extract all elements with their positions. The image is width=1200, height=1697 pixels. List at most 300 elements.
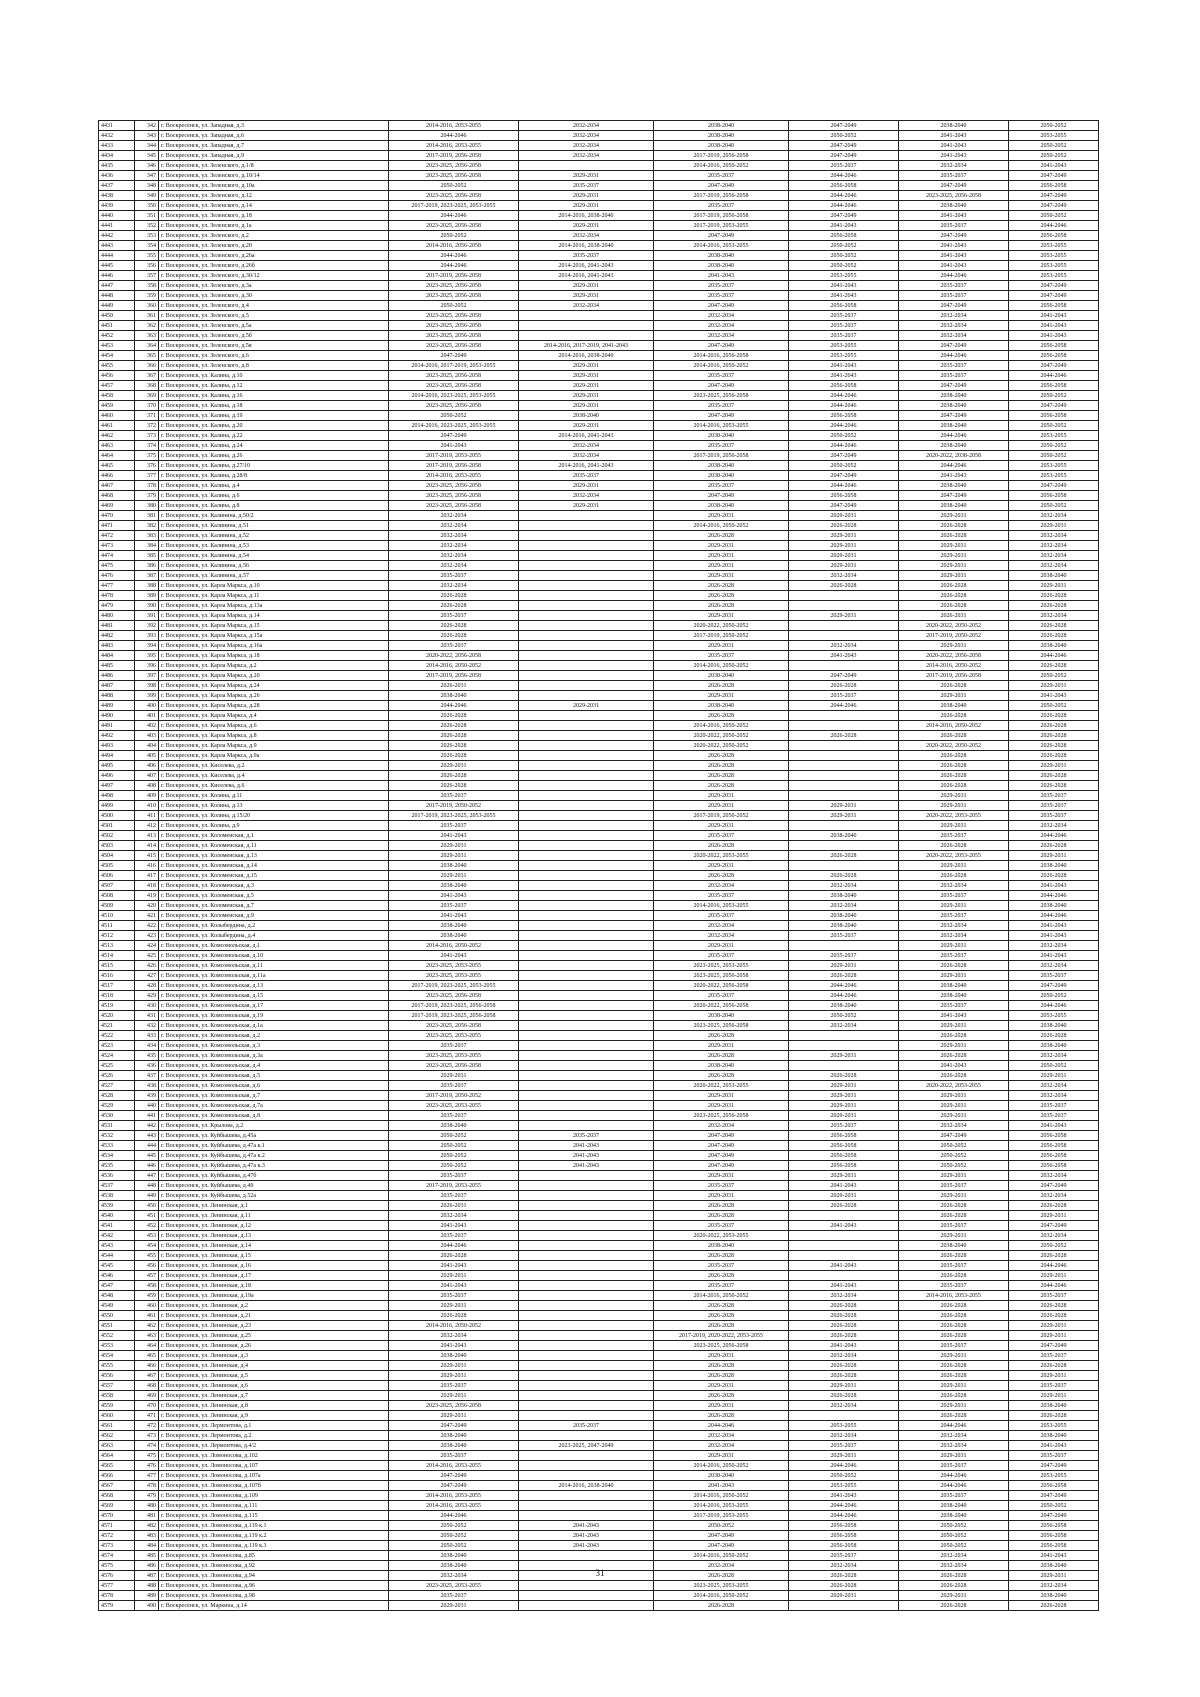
period-b-cell — [519, 1251, 654, 1261]
period-e-cell: 2041-2043 — [899, 241, 1009, 251]
period-b-cell — [519, 1241, 654, 1251]
address-cell: г. Воскресенск, ул. Зеленского, д.26б — [159, 261, 389, 271]
period-d-cell — [789, 1271, 899, 1281]
address-cell: г. Воскресенск, ул. Зеленского, д.12 — [159, 191, 389, 201]
period-a-cell: 2035-2037 — [389, 791, 519, 801]
period-f-cell: 2056-2058 — [1009, 1161, 1099, 1171]
period-a-cell: 2035-2037 — [389, 1111, 519, 1121]
period-b-cell — [519, 161, 654, 171]
row-index-cell: 4485 — [99, 661, 135, 671]
period-e-cell: 2026-2028 — [899, 601, 1009, 611]
row-index-cell: 4512 — [99, 931, 135, 941]
period-e-cell: 2029-2031 — [899, 1401, 1009, 1411]
row-number-cell: 448 — [135, 1181, 159, 1191]
row-index-cell: 4528 — [99, 1091, 135, 1101]
period-a-cell: 2023-2025, 2056-2058 — [389, 381, 519, 391]
period-f-cell: 2035-2037 — [1009, 811, 1099, 821]
period-a-cell: 2047-2049 — [389, 1421, 519, 1431]
row-number-cell: 381 — [135, 511, 159, 521]
period-a-cell: 2023-2025, 2053-2055 — [389, 1031, 519, 1041]
address-cell: г. Воскресенск, ул. Комсомольская, д.11а — [159, 971, 389, 981]
period-c-cell: 2023-2025, 2053-2055 — [654, 961, 789, 971]
table-row — [99, 441, 1099, 451]
period-f-cell: 2032-2034 — [1009, 941, 1099, 951]
row-index-cell: 4562 — [99, 1431, 135, 1441]
address-cell: г. Воскресенск, ул. Ленинская, д.8 — [159, 1401, 389, 1411]
period-f-cell: 2041-2043 — [1009, 691, 1099, 701]
period-e-cell: 2044-2046 — [899, 1481, 1009, 1491]
period-e-cell: 2032-2034 — [899, 1431, 1009, 1441]
table-row — [99, 1251, 1099, 1261]
period-a-cell: 2023-2025, 2053-2055 — [389, 971, 519, 981]
table-row — [99, 1341, 1099, 1351]
address-cell: г. Воскресенск, ул. Куйбышева, д.45а — [159, 1131, 389, 1141]
period-c-cell: 2017-2019, 2056-2058 — [654, 211, 789, 221]
address-cell: г. Воскресенск, ул. Карла Маркса, д.9 — [159, 741, 389, 751]
period-b-cell: 2029-2031 — [519, 401, 654, 411]
period-f-cell: 2029-2031 — [1009, 1331, 1099, 1341]
row-number-cell: 369 — [135, 391, 159, 401]
period-c-cell: 2038-2040 — [654, 701, 789, 711]
period-d-cell — [789, 631, 899, 641]
period-b-cell — [519, 671, 654, 681]
period-a-cell: 2041-2043 — [389, 1261, 519, 1271]
period-d-cell — [789, 841, 899, 851]
table-row — [99, 451, 1099, 461]
period-e-cell: 2029-2031 — [899, 1451, 1009, 1461]
table-row — [99, 181, 1099, 191]
period-e-cell: 2029-2031 — [899, 971, 1009, 981]
period-c-cell: 2026-2028 — [654, 601, 789, 611]
period-b-cell: 2029-2031 — [519, 391, 654, 401]
row-number-cell: 449 — [135, 1191, 159, 1201]
period-b-cell — [519, 681, 654, 691]
period-a-cell: 2014-2016, 2017-2019, 2053-2055 — [389, 361, 519, 371]
table-row — [99, 1031, 1099, 1041]
row-number-cell: 395 — [135, 651, 159, 661]
period-e-cell: 2014-2016, 2053-2055 — [899, 1291, 1009, 1301]
row-number-cell: 421 — [135, 911, 159, 921]
address-cell: г. Воскресенск, ул. Комсомольская, д.5 — [159, 1071, 389, 1081]
row-index-cell: 4451 — [99, 321, 135, 331]
period-c-cell: 2047-2049 — [654, 1151, 789, 1161]
period-e-cell: 2026-2028 — [899, 1371, 1009, 1381]
period-a-cell: 2035-2037 — [389, 1381, 519, 1391]
period-e-cell: 2026-2028 — [899, 1331, 1009, 1341]
period-a-cell: 2023-2025, 2053-2055 — [389, 1101, 519, 1111]
period-d-cell: 2035-2037 — [789, 1121, 899, 1131]
period-f-cell: 2026-2028 — [1009, 1031, 1099, 1041]
period-b-cell — [519, 851, 654, 861]
row-number-cell: 454 — [135, 1241, 159, 1251]
period-f-cell: 2038-2040 — [1009, 901, 1099, 911]
address-cell: г. Воскресенск, ул. Куйбышева, д.47б — [159, 1171, 389, 1181]
period-a-cell: 2047-2049 — [389, 1481, 519, 1491]
period-f-cell: 2044-2046 — [1009, 651, 1099, 661]
address-cell: г. Воскресенск, ул. Зеленского, д.14 — [159, 201, 389, 211]
table-row — [99, 611, 1099, 621]
period-b-cell — [519, 1001, 654, 1011]
row-index-cell: 4526 — [99, 1071, 135, 1081]
row-number-cell: 408 — [135, 781, 159, 791]
period-d-cell: 2032-2034 — [789, 1431, 899, 1441]
period-d-cell: 2056-2058 — [789, 1161, 899, 1171]
period-a-cell: 2041-2043 — [389, 831, 519, 841]
period-b-cell: 2014-2016, 2038-2040 — [519, 351, 654, 361]
period-c-cell: 2014-2016, 2056-2058 — [654, 351, 789, 361]
table-row — [99, 231, 1099, 241]
row-number-cell: 436 — [135, 1061, 159, 1071]
row-index-cell: 4480 — [99, 611, 135, 621]
row-index-cell: 4459 — [99, 401, 135, 411]
period-e-cell: 2029-2031 — [899, 791, 1009, 801]
period-f-cell: 2035-2037 — [1009, 1291, 1099, 1301]
row-index-cell: 4578 — [99, 1591, 135, 1601]
period-b-cell — [519, 1411, 654, 1421]
period-f-cell: 2038-2040 — [1009, 1401, 1099, 1411]
row-index-cell: 4515 — [99, 961, 135, 971]
period-a-cell: 2014-2016, 2023-2025, 2053-2055 — [389, 391, 519, 401]
address-cell: г. Воскресенск, ул. Колыбердина, д.4 — [159, 931, 389, 941]
row-number-cell: 392 — [135, 621, 159, 631]
period-c-cell: 2026-2028 — [654, 1601, 789, 1611]
period-e-cell: 2026-2028 — [899, 711, 1009, 721]
period-a-cell: 2035-2037 — [389, 1041, 519, 1051]
period-b-cell — [519, 1551, 654, 1561]
period-a-cell: 2035-2037 — [389, 1191, 519, 1201]
table-row — [99, 941, 1099, 951]
period-b-cell — [519, 611, 654, 621]
period-f-cell: 2056-2058 — [1009, 1541, 1099, 1551]
table-row — [99, 141, 1099, 151]
period-e-cell: 2050-2052 — [899, 1541, 1009, 1551]
period-c-cell: 2029-2031 — [654, 511, 789, 521]
address-cell: г. Воскресенск, ул. Карла Маркса, д.26 — [159, 691, 389, 701]
table-row — [99, 221, 1099, 231]
period-f-cell: 2032-2034 — [1009, 531, 1099, 541]
period-f-cell: 2032-2034 — [1009, 1081, 1099, 1091]
address-cell: г. Воскресенск, ул. Комсомольская, д.1 — [159, 941, 389, 951]
period-e-cell: 2035-2037 — [899, 891, 1009, 901]
address-cell: г. Воскресенск, ул. Карла Маркса, д.15 — [159, 621, 389, 631]
period-c-cell: 2029-2031 — [654, 551, 789, 561]
address-cell: г. Воскресенск, ул. Зеленского, д.2 — [159, 231, 389, 241]
address-cell: г. Воскресенск, ул. Калинина, д.51 — [159, 521, 389, 531]
period-a-cell: 2035-2037 — [389, 1291, 519, 1301]
period-c-cell: 2020-2022, 2053-2055 — [654, 1081, 789, 1091]
period-d-cell — [789, 1041, 899, 1051]
row-index-cell: 4514 — [99, 951, 135, 961]
period-e-cell: 2026-2028 — [899, 781, 1009, 791]
period-b-cell — [519, 1101, 654, 1111]
address-cell: г. Воскресенск, ул. Карла Маркса, д.6 — [159, 721, 389, 731]
address-cell: г. Воскресенск, ул. Ленинская, д.21 — [159, 1311, 389, 1321]
address-cell: г. Воскресенск, ул. Ленинская, д.26 — [159, 1341, 389, 1351]
period-a-cell: 2044-2046 — [389, 261, 519, 271]
table-row — [99, 901, 1099, 911]
period-d-cell: 2056-2058 — [789, 1151, 899, 1161]
row-index-cell: 4520 — [99, 1011, 135, 1021]
row-number-cell: 383 — [135, 531, 159, 541]
period-e-cell: 2041-2043 — [899, 471, 1009, 481]
period-f-cell: 2038-2040 — [1009, 1591, 1099, 1601]
period-b-cell — [519, 771, 654, 781]
period-a-cell: 2044-2046 — [389, 701, 519, 711]
table-row — [99, 1171, 1099, 1181]
row-index-cell: 4434 — [99, 151, 135, 161]
period-f-cell: 2050-2052 — [1009, 1241, 1099, 1251]
period-b-cell — [519, 1011, 654, 1021]
row-number-cell: 456 — [135, 1261, 159, 1271]
period-e-cell: 2041-2043 — [899, 261, 1009, 271]
table-row — [99, 301, 1099, 311]
period-b-cell — [519, 761, 654, 771]
period-b-cell — [519, 831, 654, 841]
table-row — [99, 921, 1099, 931]
period-e-cell: 2035-2037 — [899, 1181, 1009, 1191]
table-row — [99, 771, 1099, 781]
row-index-cell: 4535 — [99, 1161, 135, 1171]
row-index-cell: 4579 — [99, 1601, 135, 1611]
row-index-cell: 4561 — [99, 1421, 135, 1431]
period-c-cell: 2038-2040 — [654, 141, 789, 151]
period-b-cell — [519, 751, 654, 761]
period-c-cell: 2032-2034 — [654, 881, 789, 891]
period-b-cell — [519, 821, 654, 831]
period-e-cell: 2035-2037 — [899, 1221, 1009, 1231]
period-a-cell: 2014-2016, 2023-2025, 2053-2055 — [389, 421, 519, 431]
period-d-cell: 2047-2049 — [789, 141, 899, 151]
page-number: 31 — [595, 1568, 605, 1578]
row-number-cell: 467 — [135, 1371, 159, 1381]
period-d-cell: 2050-2052 — [789, 1471, 899, 1481]
period-f-cell: 2029-2031 — [1009, 1071, 1099, 1081]
address-cell: г. Воскресенск, ул. Коломенская, д.15 — [159, 871, 389, 881]
period-f-cell: 2026-2028 — [1009, 751, 1099, 761]
period-a-cell: 2026-2028 — [389, 751, 519, 761]
period-a-cell: 2017-2019, 2023-2025, 2053-2055 — [389, 981, 519, 991]
period-c-cell: 2026-2028 — [654, 681, 789, 691]
table-row — [99, 291, 1099, 301]
period-d-cell: 2035-2037 — [789, 951, 899, 961]
period-d-cell: 2029-2031 — [789, 961, 899, 971]
row-number-cell: 388 — [135, 581, 159, 591]
period-f-cell: 2050-2052 — [1009, 211, 1099, 221]
period-e-cell: 2035-2037 — [899, 361, 1009, 371]
period-b-cell — [519, 531, 654, 541]
period-f-cell: 2035-2037 — [1009, 1101, 1099, 1111]
period-c-cell: 2032-2034 — [654, 1121, 789, 1131]
period-a-cell: 2029-2031 — [389, 1391, 519, 1401]
period-b-cell: 2014-2016, 2038-2040 — [519, 211, 654, 221]
period-e-cell: 2026-2028 — [899, 1601, 1009, 1611]
row-index-cell: 4466 — [99, 471, 135, 481]
row-number-cell: 356 — [135, 261, 159, 271]
row-number-cell: 391 — [135, 611, 159, 621]
period-b-cell — [519, 591, 654, 601]
period-d-cell: 2032-2034 — [789, 1351, 899, 1361]
address-cell: г. Воскресенск, ул. Комсомольская, д.4 — [159, 1061, 389, 1071]
period-d-cell: 2056-2058 — [789, 181, 899, 191]
period-d-cell — [789, 721, 899, 731]
period-d-cell — [789, 711, 899, 721]
address-cell: г. Воскресенск, ул. Коломенская, д.5 — [159, 891, 389, 901]
period-c-cell: 2029-2031 — [654, 541, 789, 551]
row-number-cell: 370 — [135, 401, 159, 411]
address-cell: г. Воскресенск, ул. Ломоносова, д.107 — [159, 1461, 389, 1471]
row-index-cell: 4525 — [99, 1061, 135, 1071]
period-b-cell — [519, 331, 654, 341]
period-b-cell — [519, 1121, 654, 1131]
period-f-cell: 2029-2031 — [1009, 1271, 1099, 1281]
table-row — [99, 1271, 1099, 1281]
period-a-cell: 2035-2037 — [389, 1171, 519, 1181]
table-row — [99, 1511, 1099, 1521]
period-d-cell: 2053-2055 — [789, 351, 899, 361]
period-c-cell: 2035-2037 — [654, 291, 789, 301]
period-f-cell: 2047-2049 — [1009, 481, 1099, 491]
period-d-cell: 2047-2049 — [789, 451, 899, 461]
period-b-cell: 2035-2037 — [519, 471, 654, 481]
address-cell: г. Воскресенск, ул. Ленинская, д.3 — [159, 1351, 389, 1361]
row-index-cell: 4513 — [99, 941, 135, 951]
period-c-cell: 2020-2022, 2050-2052 — [654, 621, 789, 631]
period-d-cell: 2050-2052 — [789, 431, 899, 441]
period-e-cell: 2026-2028 — [899, 531, 1009, 541]
period-a-cell: 2032-2034 — [389, 581, 519, 591]
period-a-cell: 2017-2019, 2056-2058 — [389, 671, 519, 681]
period-b-cell — [519, 521, 654, 531]
address-cell: г. Воскресенск, ул. Калина, д.27/10 — [159, 461, 389, 471]
period-a-cell: 2041-2043 — [389, 1221, 519, 1231]
row-index-cell: 4571 — [99, 1521, 135, 1531]
row-index-cell: 4461 — [99, 421, 135, 431]
period-b-cell: 2014-2016, 2041-2043 — [519, 261, 654, 271]
address-cell: г. Воскресенск, ул. Зеленского, д.5 — [159, 311, 389, 321]
row-index-cell: 4476 — [99, 571, 135, 581]
period-a-cell: 2050-2052 — [389, 301, 519, 311]
period-f-cell: 2053-2055 — [1009, 241, 1099, 251]
row-number-cell: 418 — [135, 881, 159, 891]
period-e-cell: 2029-2031 — [899, 801, 1009, 811]
period-e-cell: 2023-2025, 2056-2058 — [899, 191, 1009, 201]
address-cell: г. Воскресенск, ул. Карла Маркса, д.20 — [159, 671, 389, 681]
period-b-cell — [519, 1091, 654, 1101]
row-index-cell: 4557 — [99, 1381, 135, 1391]
period-c-cell: 2047-2049 — [654, 231, 789, 241]
period-d-cell: 2032-2034 — [789, 881, 899, 891]
period-c-cell: 2026-2028 — [654, 1271, 789, 1281]
period-d-cell: 2038-2040 — [789, 1001, 899, 1011]
row-number-cell: 407 — [135, 771, 159, 781]
row-number-cell: 451 — [135, 1211, 159, 1221]
period-d-cell: 2026-2028 — [789, 1571, 899, 1581]
period-d-cell — [789, 741, 899, 751]
period-c-cell: 2026-2028 — [654, 1571, 789, 1581]
period-c-cell: 2032-2034 — [654, 1561, 789, 1571]
period-b-cell — [519, 931, 654, 941]
period-e-cell: 2047-2049 — [899, 491, 1009, 501]
period-d-cell: 2035-2037 — [789, 311, 899, 321]
row-number-cell: 359 — [135, 291, 159, 301]
period-a-cell: 2017-2019, 2023-2025, 2056-2058 — [389, 1011, 519, 1021]
period-e-cell: 2026-2028 — [899, 1581, 1009, 1591]
table-row — [99, 1371, 1099, 1381]
period-b-cell — [519, 1031, 654, 1041]
period-c-cell: 2029-2031 — [654, 691, 789, 701]
address-cell: г. Воскресенск, ул. Карла Маркса, д.18 — [159, 651, 389, 661]
table-row — [99, 1001, 1099, 1011]
row-number-cell: 447 — [135, 1171, 159, 1181]
period-a-cell: 2014-2016, 2053-2055 — [389, 1491, 519, 1501]
table-row — [99, 1441, 1099, 1451]
period-a-cell: 2026-2031 — [389, 681, 519, 691]
period-e-cell: 2026-2028 — [899, 871, 1009, 881]
period-a-cell: 2023-2025, 2056-2058 — [389, 341, 519, 351]
row-index-cell: 4564 — [99, 1451, 135, 1461]
period-b-cell — [519, 731, 654, 741]
period-b-cell — [519, 1601, 654, 1611]
row-index-cell: 4491 — [99, 721, 135, 731]
period-d-cell: 2044-2046 — [789, 981, 899, 991]
period-b-cell: 2029-2031 — [519, 501, 654, 511]
period-b-cell: 2029-2031 — [519, 221, 654, 231]
period-f-cell: 2026-2028 — [1009, 601, 1099, 611]
period-a-cell: 2023-2025, 2056-2058 — [389, 221, 519, 231]
period-c-cell: 2035-2037 — [654, 831, 789, 841]
period-d-cell: 2050-2052 — [789, 1011, 899, 1021]
table-row — [99, 251, 1099, 261]
row-number-cell: 486 — [135, 1561, 159, 1571]
period-c-cell: 2026-2028 — [654, 1311, 789, 1321]
period-a-cell: 2026-2028 — [389, 591, 519, 601]
period-e-cell: 2029-2031 — [899, 541, 1009, 551]
period-e-cell: 2029-2031 — [899, 901, 1009, 911]
row-number-cell: 358 — [135, 281, 159, 291]
address-cell: г. Воскресенск, ул. Комсомольская, д.8 — [159, 1111, 389, 1121]
table-row — [99, 521, 1099, 531]
period-c-cell: 2014-2016, 2050-2052 — [654, 1591, 789, 1601]
period-d-cell: 2026-2028 — [789, 731, 899, 741]
row-number-cell: 487 — [135, 1571, 159, 1581]
table-row — [99, 1531, 1099, 1541]
period-b-cell — [519, 1041, 654, 1051]
period-e-cell: 2032-2034 — [899, 1121, 1009, 1131]
row-number-cell: 481 — [135, 1511, 159, 1521]
row-number-cell: 482 — [135, 1521, 159, 1531]
period-f-cell: 2041-2043 — [1009, 1121, 1099, 1131]
period-e-cell: 2026-2028 — [899, 841, 1009, 851]
row-index-cell: 4453 — [99, 341, 135, 351]
table-row — [99, 721, 1099, 731]
period-e-cell: 2020-2022, 2053-2055 — [899, 1081, 1009, 1091]
period-f-cell: 2056-2058 — [1009, 1131, 1099, 1141]
period-f-cell: 2053-2055 — [1009, 1471, 1099, 1481]
period-d-cell: 2053-2055 — [789, 341, 899, 351]
period-d-cell: 2044-2046 — [789, 701, 899, 711]
period-c-cell: 2047-2049 — [654, 381, 789, 391]
row-number-cell: 490 — [135, 1601, 159, 1611]
period-a-cell: 2035-2037 — [389, 1591, 519, 1601]
period-e-cell: 2017-2019, 2056-2058 — [899, 671, 1009, 681]
period-e-cell: 2026-2028 — [899, 1311, 1009, 1321]
address-cell: г. Воскресенск, ул. Зеленского, д.10/14 — [159, 171, 389, 181]
period-e-cell: 2026-2028 — [899, 961, 1009, 971]
period-f-cell: 2032-2034 — [1009, 1581, 1099, 1591]
row-number-cell: 445 — [135, 1151, 159, 1161]
period-a-cell: 2038-2040 — [389, 921, 519, 931]
period-b-cell: 2035-2037 — [519, 1131, 654, 1141]
